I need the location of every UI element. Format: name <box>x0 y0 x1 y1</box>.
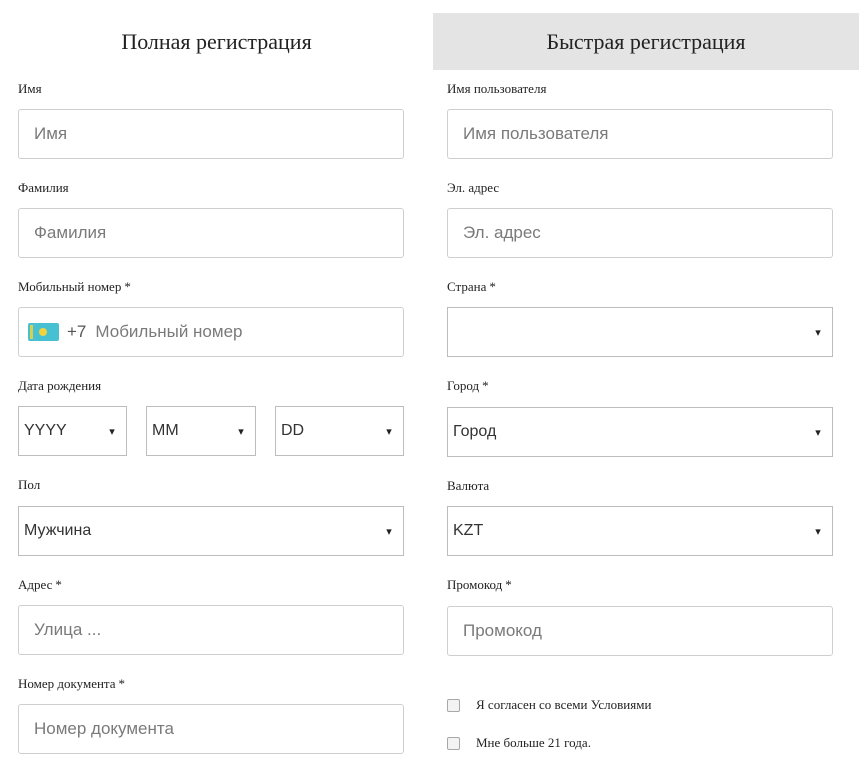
birth-day-value: DD <box>281 422 305 439</box>
tab-quick-registration[interactable]: Быстрая регистрация <box>433 13 859 70</box>
city-value: Город <box>453 423 497 440</box>
first-name-field[interactable] <box>18 109 404 159</box>
required-asterisk: * <box>505 577 512 592</box>
phone-label: Мобильный номер * <box>18 279 131 294</box>
email-input[interactable] <box>448 209 832 257</box>
first-name-label: Имя <box>18 81 42 96</box>
username-field[interactable] <box>447 109 833 159</box>
chevron-down-icon: ▾ <box>815 426 821 439</box>
email-field[interactable] <box>447 208 833 258</box>
promo-field[interactable] <box>447 606 833 656</box>
birth-year-select[interactable] <box>18 406 127 456</box>
currency-select[interactable] <box>447 506 833 556</box>
city-label: Город * <box>447 378 489 393</box>
required-asterisk: * <box>55 577 62 592</box>
gender-select[interactable] <box>18 506 404 556</box>
promo-input[interactable] <box>448 607 832 655</box>
last-name-field[interactable] <box>18 208 404 258</box>
chevron-down-icon: ▾ <box>238 425 244 438</box>
chevron-down-icon: ▾ <box>386 525 392 538</box>
phone-prefix[interactable] <box>19 322 86 342</box>
kazakhstan-flag-icon <box>28 323 59 341</box>
chevron-down-icon: ▾ <box>815 326 821 339</box>
birth-date-label: Дата рождения <box>18 378 102 393</box>
promo-label: Промокод * <box>447 577 512 592</box>
email-label: Эл. адрес <box>447 180 500 195</box>
tab-full-registration[interactable]: Полная регистрация <box>0 13 433 70</box>
last-name-label: Фамилия <box>18 180 69 195</box>
country-select[interactable] <box>447 307 833 357</box>
age-confirm-label: Мне больше 21 года. <box>476 735 591 750</box>
chevron-down-icon: ▾ <box>386 425 392 438</box>
country-label: Страна * <box>447 279 496 294</box>
required-asterisk: * <box>489 279 496 294</box>
address-label: Адрес * <box>18 577 62 592</box>
last-name-input[interactable] <box>19 209 403 257</box>
checkbox-box[interactable] <box>447 699 460 712</box>
gender-value: Мужчина <box>24 522 92 539</box>
checkbox-box[interactable] <box>447 737 460 750</box>
phone-input[interactable] <box>86 308 403 356</box>
birth-month-value: MM <box>152 422 179 439</box>
birth-year-value: YYYY <box>24 422 67 439</box>
required-asterisk: * <box>124 279 131 294</box>
first-name-input[interactable] <box>19 110 403 158</box>
chevron-down-icon: ▾ <box>815 525 821 538</box>
currency-label: Валюта <box>447 478 490 493</box>
document-field[interactable] <box>18 704 404 754</box>
required-asterisk: * <box>482 378 489 393</box>
document-label: Номер документа * <box>18 676 126 691</box>
chevron-down-icon: ▾ <box>109 425 115 438</box>
agree-terms-label: Я согласен со всеми Условиями <box>476 697 652 712</box>
phone-field[interactable] <box>18 307 404 357</box>
currency-value: KZT <box>453 522 484 539</box>
agree-terms-checkbox[interactable] <box>447 697 651 713</box>
birth-day-select[interactable] <box>275 406 404 456</box>
birth-month-select[interactable] <box>146 406 256 456</box>
gender-label: Пол <box>18 477 41 492</box>
document-input[interactable] <box>19 705 403 753</box>
city-select[interactable] <box>447 407 833 457</box>
phone-country-code: +7 <box>67 322 87 341</box>
age-confirm-checkbox[interactable] <box>447 735 591 751</box>
required-asterisk: * <box>118 676 126 691</box>
address-input[interactable] <box>19 606 403 654</box>
address-field[interactable] <box>18 605 404 655</box>
username-label: Имя пользователя <box>447 81 547 96</box>
username-input[interactable] <box>448 110 832 158</box>
